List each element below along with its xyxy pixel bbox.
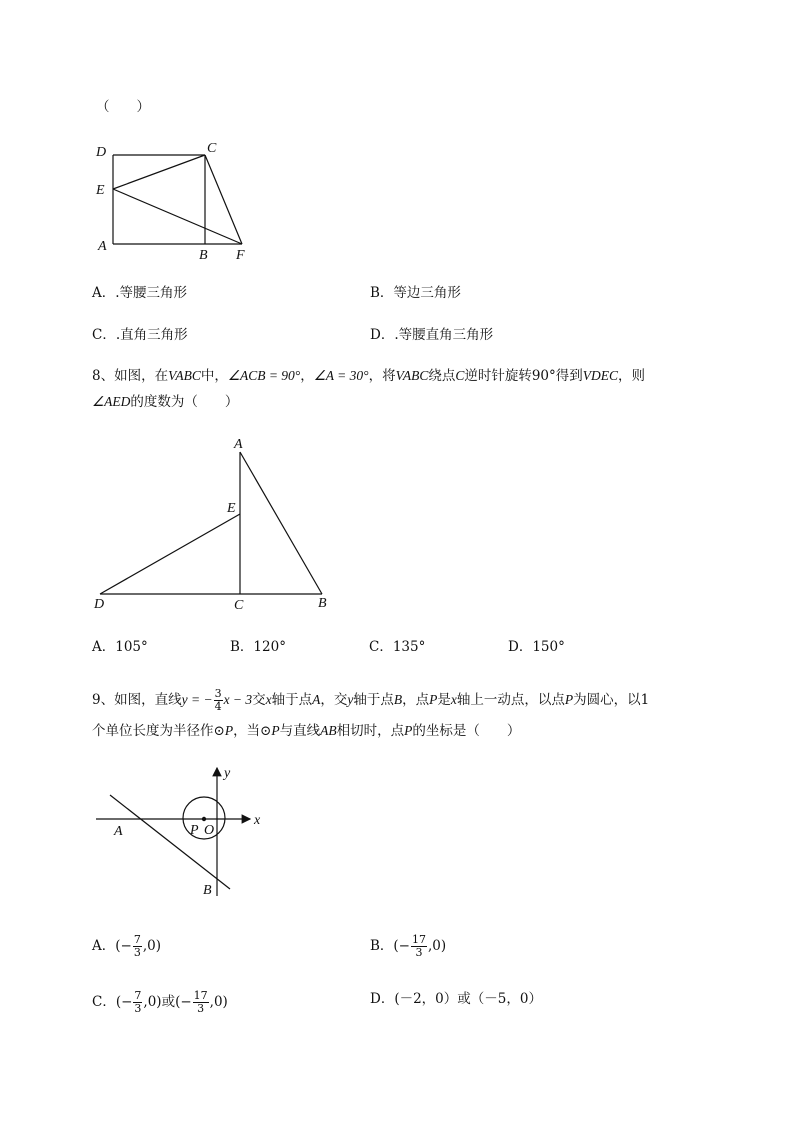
q9-option-A[interactable]: A．(− $\frac{7}{3}$ ,0) [92,933,161,959]
q9-label-O: O [204,823,215,838]
q7-label-A: A [98,239,107,254]
q8-option-B[interactable]: B．120° [230,639,286,655]
q8-segment-AB [240,452,322,594]
q8-option-A[interactable]: A．105° [92,639,148,655]
q9-figure [90,760,280,905]
q7-label-F: F [236,248,245,263]
q7-label-C: C [207,141,217,156]
q8-label-A: A [234,437,243,452]
q9-label-A: A [114,824,123,839]
q9-option-B[interactable]: B．(− $\frac{17}{3}$ ,0) [370,933,447,959]
q8-figure [88,430,348,620]
q8-stem-line2: ∠AED的度数为（ ） [92,394,239,410]
q7-option-D[interactable]: D．.等腰直角三角形 [370,327,494,343]
q9-option-C[interactable]: C．(− $\frac{7}{3}$ ,0)或(− $\frac{17}{3}$ ,0) [92,989,228,1015]
q8-option-D[interactable]: D．150° [508,639,565,655]
q9-label-P: P [190,823,199,838]
q9-line-AB [110,795,230,889]
q9-label-x: x [254,813,261,828]
q8-segment-DE [100,514,240,594]
q8-label-B: B [318,596,327,611]
q9-eq-fraction: $\frac{3}{4}$ [214,687,222,713]
q7-figure [90,138,270,268]
q7-option-C[interactable]: C．.直角三角形 [92,327,188,343]
q9-stem-line1: 9、如图，直线y = − $\frac{3}{4}$ x − 3交x轴于点A，交y轴于点B，点P是x轴上一动点，以点P为圆心，以1 [92,687,650,713]
q9-center-P [202,817,206,821]
q7-option-B[interactable]: B．等边三角形 [370,285,461,301]
q9-stem-line2: 个单位长度为半径作⊙P，当⊙P与直线AB相切时，点P的坐标是（ ） [92,723,521,739]
q7-label-E: E [96,183,105,198]
q8-label-D: D [94,597,105,612]
q7-segment-EC [113,155,205,189]
q8-option-C[interactable]: C．135° [369,639,426,655]
q7-label-B: B [199,248,208,263]
q7-label-D: D [96,145,107,160]
q9-option-D[interactable]: D．(－2，0）或（－5，0） [370,991,542,1007]
q8-stem-line1: 8、如图，在VABC中，∠ACB = 90°，∠A = 30°，将VABC绕点C逆时针旋转90°得到VDEC，则 [92,368,646,384]
q9-label-y: y [224,766,231,781]
q9-label-B: B [203,883,212,898]
q8-label-E: E [227,501,236,516]
q7-option-A[interactable]: A．.等腰三角形 [92,285,188,301]
q7-stem-tail: （ ） [96,99,150,115]
q8-label-C: C [234,598,244,613]
